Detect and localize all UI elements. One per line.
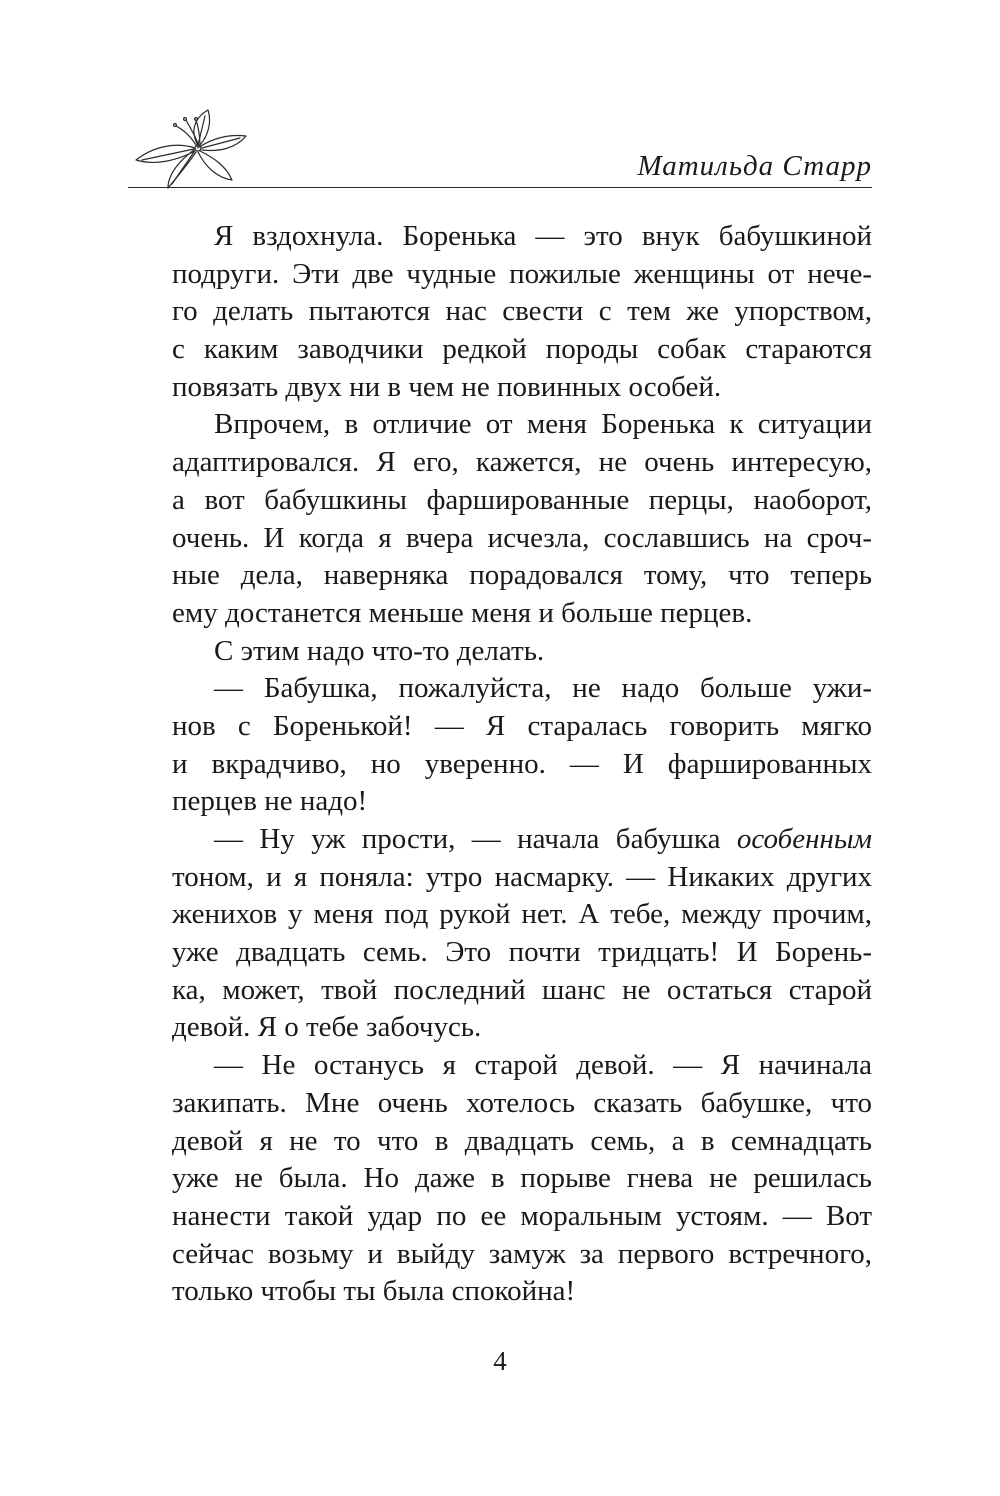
text-line: только чтобы ты была спокойна!: [172, 1275, 576, 1308]
italic-emphasis: особенным: [736, 823, 872, 855]
text-line: уже двадцать семь. Это почти тридцать! И Борень-: [172, 936, 872, 969]
text-line: Я вздохнула. Боренька — это внук бабушкиной: [214, 220, 872, 252]
text-line: девой я не то что в двадцать семь, а в семнадцать: [172, 1124, 872, 1157]
text-line: — Не останусь я старой девой. — Я начинала: [214, 1049, 872, 1082]
text-line: го делать пытаются нас свести с тем же упорством,: [172, 295, 872, 328]
text-line: ему достанется меньше меня и больше перцев.: [172, 596, 753, 629]
text-line: перцев не надо!: [172, 785, 368, 818]
text-line: повязать двух ни в чем не повинных особей.: [172, 370, 722, 403]
text-line: — Бабушка, пожалуйста, не надо больше ужи-: [214, 672, 872, 705]
text-line: сейчас возьму и выйду замуж за первого встречного,: [172, 1237, 872, 1270]
page-number: 4: [493, 1346, 507, 1376]
text-line: женихов у меня под рукой нет. А тебе, между прочим,: [172, 898, 872, 931]
text-line: нов с Боренькой! — Я старалась говорить мягко: [172, 709, 872, 742]
text-segment: — Ну уж прости, — начала бабушка: [214, 823, 737, 855]
text-line: Впрочем, в отличие от меня Боренька к ситуации: [214, 408, 872, 441]
text-line: уже не была. Но даже в порыве гнева не решилась: [172, 1162, 872, 1195]
text-line: очень. И когда я вчера исчезла, сославшись на сроч-: [172, 521, 872, 554]
text-line: тоном, и я поняла: утро насмарку. — Никаких других: [172, 860, 872, 893]
running-header-author: Матильда Старр: [637, 150, 872, 182]
header-divider: [128, 187, 872, 188]
lily-flower-icon: [128, 108, 256, 198]
text-line: подруги. Эти две чудные пожилые женщины от нече-: [172, 257, 872, 290]
text-line: С этим надо что-то делать.: [214, 634, 545, 667]
text-line: нанести такой удар по ее моральным устоям. — Вот: [172, 1199, 872, 1232]
text-line: ка, может, твой последний шанс не остаться старой: [172, 973, 872, 1006]
text-line: адаптировался. Я его, кажется, не очень интересую,: [172, 446, 872, 479]
text-line: [172, 821, 872, 859]
body-text: [172, 218, 872, 1311]
text-line: девой. Я о тебе забочусь.: [172, 1011, 482, 1044]
text-line: с каким заводчики редкой породы собак стараются: [172, 333, 872, 366]
page-header: [0, 0, 1000, 200]
text-line: а вот бабушкины фаршированные перцы, наоборот,: [172, 483, 872, 516]
text-line: и вкрадчиво, но уверенно. — И фаршированных: [172, 747, 872, 780]
text-line: ные дела, наверняка порадовался тому, что теперь: [172, 559, 872, 592]
text-line: закипать. Мне очень хотелось сказать бабушке, что: [172, 1086, 872, 1119]
